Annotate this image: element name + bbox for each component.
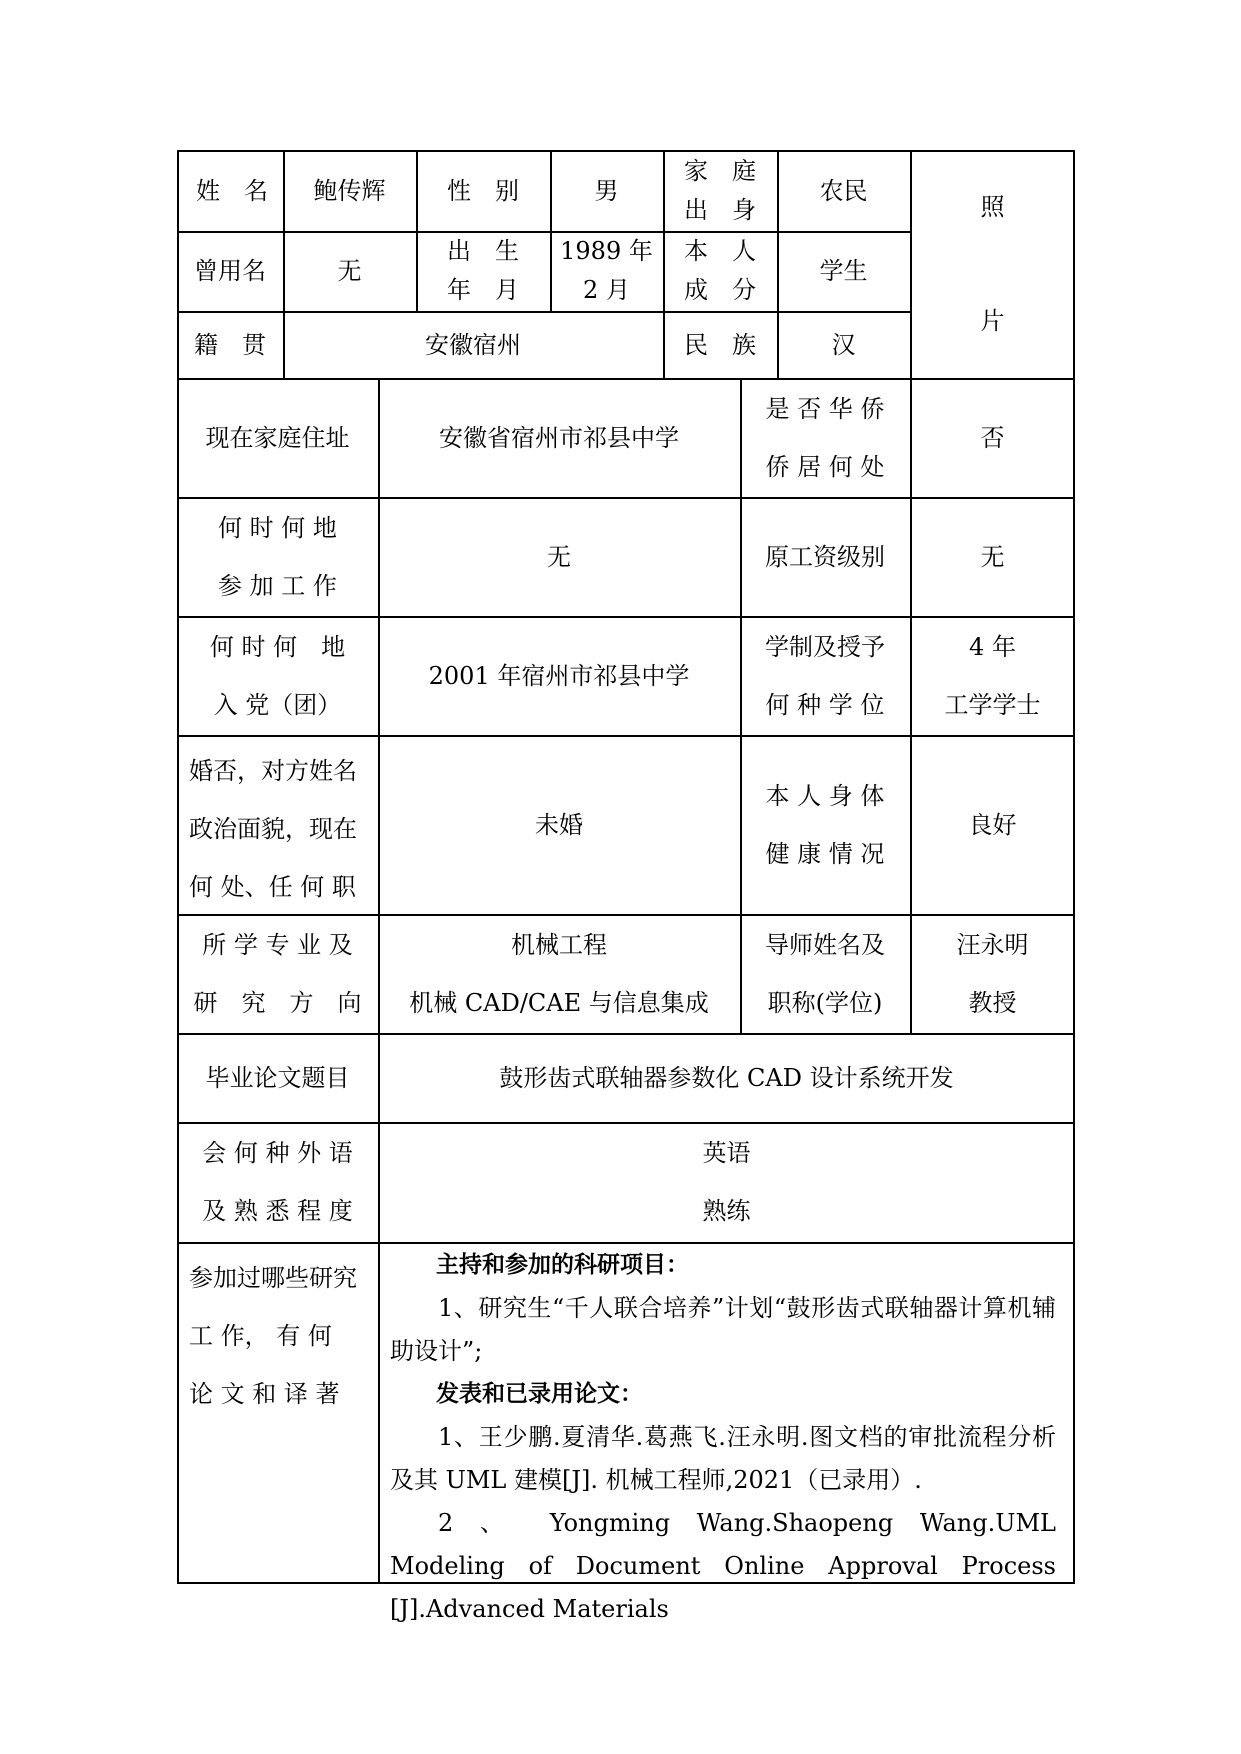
- birth-label: 出 生 年 月: [447, 237, 519, 304]
- thesis-label: 毕业论文题目: [205, 1063, 350, 1092]
- projects-heading: 主持和参加的科研项目：: [436, 1252, 689, 1278]
- supervisor-label: 导师姓名及 职称(学位): [765, 930, 885, 1017]
- research-label: 参加过哪些研究 工 作， 有 何 论 文 和 译 著: [189, 1264, 357, 1408]
- ethnicity-label: 民 族: [684, 330, 756, 359]
- address-label: 现在家庭住址: [205, 423, 350, 452]
- overseas-label: 是 否 华 侨 侨 居 何 处: [765, 394, 885, 481]
- name-label: 姓 名: [196, 176, 268, 205]
- health-value: 良好: [968, 810, 1017, 839]
- work-start-label: 何 时 何 地 参 加 工 作: [218, 513, 337, 600]
- degree-label: 学制及授予 何 种 学 位: [765, 632, 885, 719]
- papers-heading: 发表和已录用论文：: [436, 1381, 643, 1407]
- salary-level-value: 无: [980, 542, 1005, 571]
- photo-placeholder: 照 片: [980, 193, 1005, 335]
- marriage-label: 婚否，对方姓名 政治面貌，现在 何 处、任 何 职: [189, 757, 357, 901]
- gender-label: 性 别: [447, 176, 519, 205]
- project-item: 1、研究生“千人联合培养”计划“鼓形齿式联轴器计算机辅助设计”;: [390, 1294, 1056, 1365]
- native-place-label: 籍 贯: [194, 330, 266, 359]
- thesis-value: 鼓形齿式联轴器参数化 CAD 设计系统开发: [499, 1063, 954, 1092]
- degree-value: 4 年 工学学士: [944, 632, 1041, 719]
- name-value: 鲍传辉: [313, 176, 386, 205]
- family-origin-value: 农民: [819, 176, 868, 205]
- personal-status-label: 本 人 成 分: [684, 237, 756, 304]
- paper-item: 2 、 Yongming Wang.Shaopeng Wang.UML Modeling of Document Online Approval Process [J].Advanced Materials: [390, 1509, 1056, 1623]
- former-name-value: 无: [337, 257, 362, 285]
- gender-value: 男: [594, 176, 619, 205]
- major-label: 所 学 专 业 及 研 究 方 向: [193, 930, 362, 1017]
- language-value: 英语 熟练: [702, 1139, 751, 1225]
- birth-value: 1989 年 2 月: [560, 237, 653, 304]
- ethnicity-value: 汉: [831, 330, 856, 359]
- research-content: [378, 1244, 1068, 1623]
- native-place-value: 安徽宿州: [425, 330, 521, 359]
- health-label: 本 人 身 体 健 康 情 况: [765, 781, 885, 868]
- marriage-value: 未婚: [535, 810, 583, 839]
- overseas-value: 否: [980, 423, 1005, 452]
- paper-item: 1、王少鹏.夏清华.葛燕飞.汪永明.图文档的审批流程分析及其 UML 建模[J]. 机械工程师,2021（已录用）.: [390, 1423, 1056, 1494]
- salary-level-label: 原工资级别: [765, 542, 885, 571]
- work-start-value: 无: [547, 542, 571, 571]
- supervisor-value: 汪永明 教授: [956, 930, 1029, 1017]
- major-value: 机械工程 机械 CAD/CAE 与信息集成: [409, 930, 709, 1017]
- party-value: 2001 年宿州市祁县中学: [428, 661, 690, 690]
- language-label: 会 何 种 外 语 及 熟 悉 程 度: [202, 1139, 353, 1225]
- family-origin-label: 家 庭 出 身: [684, 156, 756, 224]
- personal-status-value: 学生: [819, 257, 868, 285]
- address-value: 安徽省宿州市祁县中学: [439, 423, 679, 452]
- party-label: 何 时 何 地 入 党（团）: [209, 632, 346, 719]
- former-name-label: 曾用名: [194, 257, 266, 285]
